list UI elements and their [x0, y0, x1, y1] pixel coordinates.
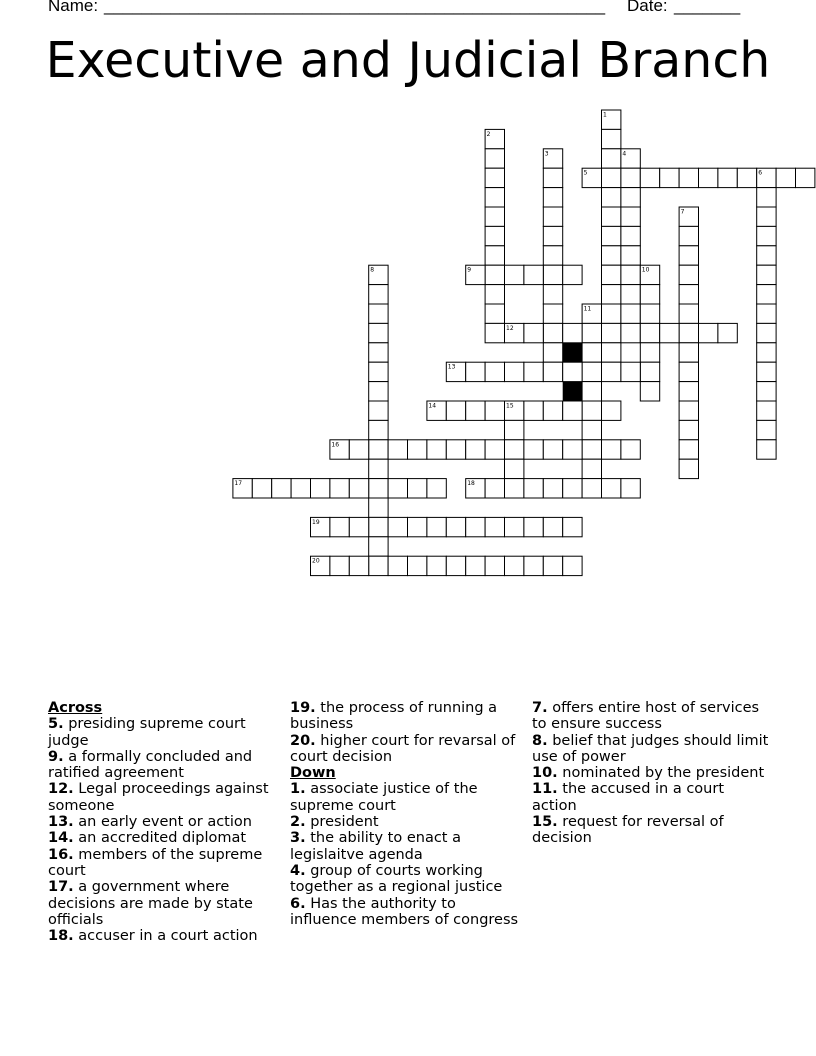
cell-number: 4	[622, 150, 627, 158]
crossword-cell[interactable]	[563, 556, 582, 575]
crossword-cell[interactable]	[505, 440, 524, 459]
crossword-cell[interactable]	[485, 304, 504, 323]
crossword-cell[interactable]	[679, 226, 698, 245]
crossword-cell[interactable]	[543, 207, 562, 226]
crossword-cell[interactable]	[543, 440, 562, 459]
crossword-cell[interactable]	[505, 459, 524, 478]
clue-down-10: 10. nominated by the president	[532, 765, 765, 782]
name-label: Name:	[48, 0, 99, 15]
crossword-cell[interactable]	[485, 246, 504, 265]
crossword-cell[interactable]	[621, 323, 640, 342]
cell-number: 19	[312, 518, 320, 526]
cell-number: 18	[467, 480, 475, 488]
crossword-cell[interactable]	[602, 188, 621, 207]
crossword-cell[interactable]	[485, 226, 504, 245]
crossword-cell[interactable]	[369, 285, 388, 304]
crossword-cell[interactable]	[757, 246, 776, 265]
crossword-cell[interactable]	[446, 401, 465, 420]
crossword-cell[interactable]	[757, 207, 776, 226]
crossword-cell[interactable]	[369, 420, 388, 439]
crossword-cell[interactable]	[602, 149, 621, 168]
clue-across-5: 5. presiding supreme court judge	[48, 716, 246, 749]
clue-down-4: 4. group of courts working together as a regional justice	[290, 862, 503, 896]
crossword-cell[interactable]	[640, 168, 659, 187]
crossword-cell[interactable]	[427, 440, 446, 459]
cell-number: 13	[447, 363, 456, 371]
crossword-cell[interactable]	[427, 556, 446, 575]
crossword-cell[interactable]	[621, 440, 640, 459]
cell-number: 2	[486, 130, 491, 138]
crossword-cell[interactable]	[602, 226, 621, 245]
crossword-cell[interactable]	[330, 517, 349, 536]
crossword-cell[interactable]	[408, 440, 427, 459]
crossword-cell[interactable]	[582, 420, 601, 439]
clue-down-1: 1. associate justice of the supreme court	[290, 781, 478, 814]
crossword-cell[interactable]	[563, 323, 582, 342]
clue-across-12: 12. Legal proceedings against someone	[48, 781, 269, 814]
crossword-cell[interactable]	[621, 304, 640, 323]
crossword-cell[interactable]	[485, 401, 504, 420]
crossword-cell[interactable]	[602, 362, 621, 381]
crossword-cell[interactable]	[640, 362, 659, 381]
date-label: Date:	[627, 0, 668, 15]
cell-number: 15	[506, 402, 514, 410]
crossword-cell[interactable]	[543, 401, 562, 420]
crossword-cell[interactable]	[485, 323, 504, 342]
clue-down-2: 2. president	[290, 814, 379, 831]
cell-number: 16	[331, 441, 340, 449]
crossword-cell[interactable]	[679, 420, 698, 439]
crossword-cell[interactable]	[446, 556, 465, 575]
crossword-cell[interactable]	[563, 517, 582, 536]
cell-number: 5	[583, 169, 588, 177]
crossword-cell[interactable]	[369, 517, 388, 536]
cell-number: 20	[312, 557, 320, 565]
crossword-cell[interactable]	[679, 168, 698, 187]
crossword-cell[interactable]	[369, 343, 388, 362]
cell-number: 10	[641, 266, 650, 274]
crossword-cell[interactable]	[252, 479, 271, 498]
crossword-cell[interactable]	[621, 285, 640, 304]
crossword-cell[interactable]	[408, 556, 427, 575]
crossword-cell[interactable]	[757, 188, 776, 207]
crossword-cell[interactable]	[543, 343, 562, 362]
crossword-cell[interactable]	[388, 440, 407, 459]
crossword-cell[interactable]	[543, 226, 562, 245]
crossword-cell[interactable]	[563, 265, 582, 284]
crossword-cell[interactable]	[602, 440, 621, 459]
crossword-cell[interactable]	[505, 420, 524, 439]
crossword-cell[interactable]	[602, 207, 621, 226]
crossword-cell[interactable]	[621, 362, 640, 381]
crossword-cell[interactable]	[388, 479, 407, 498]
crossword-cell[interactable]	[543, 168, 562, 187]
crossword-cell[interactable]	[349, 479, 368, 498]
date-field[interactable]: _______	[674, 0, 741, 15]
crossword-cell[interactable]	[582, 401, 601, 420]
crossword-cell[interactable]	[505, 556, 524, 575]
crossword-cell[interactable]	[563, 479, 582, 498]
crossword-cell[interactable]	[679, 459, 698, 478]
clue-down-3: 3. the ability to enact a legislaitve agenda	[290, 830, 461, 863]
crossword-cell[interactable]	[524, 323, 543, 342]
crossword-cell[interactable]	[543, 556, 562, 575]
crossword-cell[interactable]	[485, 556, 504, 575]
crossword-cell[interactable]	[485, 362, 504, 381]
crossword-cell[interactable]	[524, 556, 543, 575]
cell-number: 8	[370, 266, 375, 274]
crossword-cell[interactable]	[524, 479, 543, 498]
crossword-cell[interactable]	[602, 479, 621, 498]
crossword-cell[interactable]	[757, 420, 776, 439]
crossword-cell[interactable]	[485, 168, 504, 187]
crossword-cell[interactable]	[485, 440, 504, 459]
crossword-cell[interactable]	[602, 343, 621, 362]
crossword-cell[interactable]	[757, 265, 776, 284]
crossword-cell[interactable]	[582, 440, 601, 459]
crossword-cell[interactable]	[485, 285, 504, 304]
clues-column-2	[290, 700, 522, 928]
crossword-cell[interactable]	[602, 246, 621, 265]
crossword-cell[interactable]	[602, 285, 621, 304]
cell-number: 17	[234, 480, 243, 488]
crossword-cell[interactable]	[660, 323, 679, 342]
page-title: Executive and Judicial Branch	[45, 32, 771, 89]
crossword-cell[interactable]	[330, 479, 349, 498]
crossword-cell[interactable]	[582, 459, 601, 478]
crossword-cell[interactable]	[679, 343, 698, 362]
crossword-cell[interactable]	[621, 188, 640, 207]
crossword-cell[interactable]	[757, 401, 776, 420]
crossword-cell[interactable]	[660, 168, 679, 187]
crossword-cell[interactable]	[718, 323, 737, 342]
crossword-cell[interactable]	[505, 265, 524, 284]
crossword-cell[interactable]	[524, 265, 543, 284]
crossword-cell[interactable]	[679, 285, 698, 304]
crossword-cell[interactable]	[621, 265, 640, 284]
crossword-cell[interactable]	[679, 246, 698, 265]
crossword-cell[interactable]	[602, 401, 621, 420]
crossword-cell[interactable]	[505, 479, 524, 498]
crossword-cell[interactable]	[524, 401, 543, 420]
crossword-cell[interactable]	[349, 440, 368, 459]
crossword-cell[interactable]	[485, 517, 504, 536]
crossword-cell[interactable]	[524, 362, 543, 381]
crossword-cell[interactable]	[621, 479, 640, 498]
crossword-cell[interactable]	[427, 517, 446, 536]
crossword-cell[interactable]	[369, 556, 388, 575]
crossword-cell[interactable]	[543, 323, 562, 342]
crossword-cell[interactable]	[718, 168, 737, 187]
crossword-cell[interactable]	[640, 304, 659, 323]
crossword-cell[interactable]	[543, 246, 562, 265]
crossword-cell[interactable]	[388, 517, 407, 536]
crossword-cell[interactable]	[757, 323, 776, 342]
black-square	[563, 382, 582, 401]
crossword-cell[interactable]	[543, 517, 562, 536]
crossword-cell[interactable]	[699, 168, 718, 187]
crossword-cell[interactable]	[466, 556, 485, 575]
crossword-cell[interactable]	[621, 168, 640, 187]
crossword-cell[interactable]	[582, 479, 601, 498]
cell-number: 6	[758, 169, 763, 177]
crossword-cell[interactable]	[466, 517, 485, 536]
crossword-cell[interactable]	[369, 382, 388, 401]
crossword-cell[interactable]	[640, 323, 659, 342]
crossword-cell[interactable]	[582, 323, 601, 342]
clue-across-16: 16. members of the supreme court	[48, 846, 263, 879]
crossword-cell[interactable]	[349, 556, 368, 575]
crossword-cell[interactable]	[757, 343, 776, 362]
crossword-cell[interactable]	[602, 129, 621, 148]
crossword-cell[interactable]	[563, 401, 582, 420]
crossword-cell[interactable]	[679, 401, 698, 420]
crossword-cell[interactable]	[543, 479, 562, 498]
crossword-cell[interactable]	[408, 517, 427, 536]
crossword-cell[interactable]	[679, 362, 698, 381]
crossword-cell[interactable]	[602, 168, 621, 187]
crossword-cell[interactable]	[563, 440, 582, 459]
crossword-cell[interactable]	[369, 498, 388, 517]
crossword-cell[interactable]	[621, 226, 640, 245]
crossword-cell[interactable]	[679, 304, 698, 323]
crossword-cell[interactable]	[369, 459, 388, 478]
crossword-cell[interactable]	[543, 188, 562, 207]
crossword-cell[interactable]	[369, 362, 388, 381]
clue-down-7: 7. offers entire host of services to ensure success	[532, 700, 760, 733]
crossword-cell[interactable]	[524, 440, 543, 459]
crossword-cell[interactable]	[543, 362, 562, 381]
crossword-cell[interactable]	[291, 479, 310, 498]
crossword-cell[interactable]	[679, 323, 698, 342]
crossword-cell[interactable]	[349, 517, 368, 536]
crossword-cell[interactable]	[602, 304, 621, 323]
crossword-cell[interactable]	[757, 226, 776, 245]
crossword-cell[interactable]	[524, 517, 543, 536]
crossword-cell[interactable]	[446, 440, 465, 459]
crossword-cell[interactable]	[640, 382, 659, 401]
clue-across-13: 13. an early event or action	[48, 814, 252, 831]
crossword-cell[interactable]	[543, 285, 562, 304]
crossword-cell[interactable]	[427, 479, 446, 498]
crossword-cell[interactable]	[640, 343, 659, 362]
crossword-cell[interactable]	[466, 362, 485, 381]
crossword-cell[interactable]	[543, 265, 562, 284]
cell-number: 12	[506, 324, 514, 332]
cell-number: 11	[583, 305, 592, 313]
crossword-cell[interactable]	[466, 401, 485, 420]
crossword-cell[interactable]	[737, 168, 756, 187]
crossword-cell[interactable]	[776, 168, 795, 187]
clue-across-9: 9. a formally concluded and ratified agreement	[48, 748, 253, 782]
crossword-cell[interactable]	[388, 556, 407, 575]
crossword-cell[interactable]	[543, 304, 562, 323]
crossword-cell[interactable]	[582, 343, 601, 362]
clue-across-20: 20. higher court for revarsal of court decision	[290, 732, 516, 765]
clue-across-14: 14. an accredited diplomat	[48, 830, 247, 847]
clue-down-11: 11. the accused in a court action	[532, 781, 725, 814]
crossword-cell[interactable]	[466, 440, 485, 459]
clues-column-3	[532, 700, 772, 847]
crossword-cell[interactable]	[640, 285, 659, 304]
clue-down-15: 15. request for reversal of decision	[532, 814, 724, 847]
crossword-cell[interactable]	[485, 265, 504, 284]
crossword-cell[interactable]	[582, 362, 601, 381]
crossword-cell[interactable]	[446, 517, 465, 536]
crossword-cell[interactable]	[485, 207, 504, 226]
crossword-cell[interactable]	[369, 304, 388, 323]
crossword-cell[interactable]	[679, 382, 698, 401]
crossword-cell[interactable]	[272, 479, 291, 498]
crossword-cell[interactable]	[369, 479, 388, 498]
crossword-cell[interactable]	[757, 440, 776, 459]
clues-column-1	[48, 700, 276, 944]
clue-across-18: 18. accuser in a court action	[48, 928, 258, 945]
crossword-cell[interactable]	[485, 479, 504, 498]
clue-across-17: 17. a government where decisions are made by state officials	[48, 879, 253, 928]
clue-across-19: 19. the process of running a business	[290, 700, 498, 733]
crossword-cell[interactable]	[330, 556, 349, 575]
cell-number: 1	[603, 111, 607, 119]
crossword-cell[interactable]	[757, 304, 776, 323]
crossword-cell[interactable]	[679, 440, 698, 459]
crossword-cell[interactable]	[311, 479, 330, 498]
crossword-cell[interactable]	[621, 246, 640, 265]
crossword-cell[interactable]	[621, 207, 640, 226]
crossword-cell[interactable]	[369, 537, 388, 556]
crossword-cell[interactable]	[796, 168, 815, 187]
cell-number: 14	[428, 402, 437, 410]
crossword-cell[interactable]	[602, 323, 621, 342]
crossword-cell[interactable]	[602, 265, 621, 284]
crossword-cell[interactable]	[505, 362, 524, 381]
cell-number: 7	[680, 208, 685, 216]
crossword-cell[interactable]	[408, 479, 427, 498]
black-square	[563, 343, 582, 362]
crossword-cell[interactable]	[369, 440, 388, 459]
clue-down-8: 8. belief that judges should limit use of power	[532, 732, 769, 765]
crossword-cell[interactable]	[369, 323, 388, 342]
name-field[interactable]: _____________________________________________________	[104, 0, 606, 15]
crossword-cell[interactable]	[563, 362, 582, 381]
across-heading: Across	[48, 700, 103, 716]
crossword-cell[interactable]	[582, 382, 601, 401]
crossword-cell[interactable]	[699, 323, 718, 342]
crossword-cell[interactable]	[757, 285, 776, 304]
crossword-cell[interactable]	[369, 401, 388, 420]
crossword-cell[interactable]	[679, 265, 698, 284]
crossword-cell[interactable]	[505, 517, 524, 536]
crossword-cell[interactable]	[757, 382, 776, 401]
crossword-cell[interactable]	[485, 149, 504, 168]
crossword-cell[interactable]	[757, 362, 776, 381]
down-heading: Down	[290, 765, 336, 782]
crossword-cell[interactable]	[485, 188, 504, 207]
clue-down-6: 6. Has the authority to influence members of congress	[290, 895, 519, 928]
cell-number: 3	[544, 150, 549, 158]
cell-number: 9	[467, 266, 472, 274]
